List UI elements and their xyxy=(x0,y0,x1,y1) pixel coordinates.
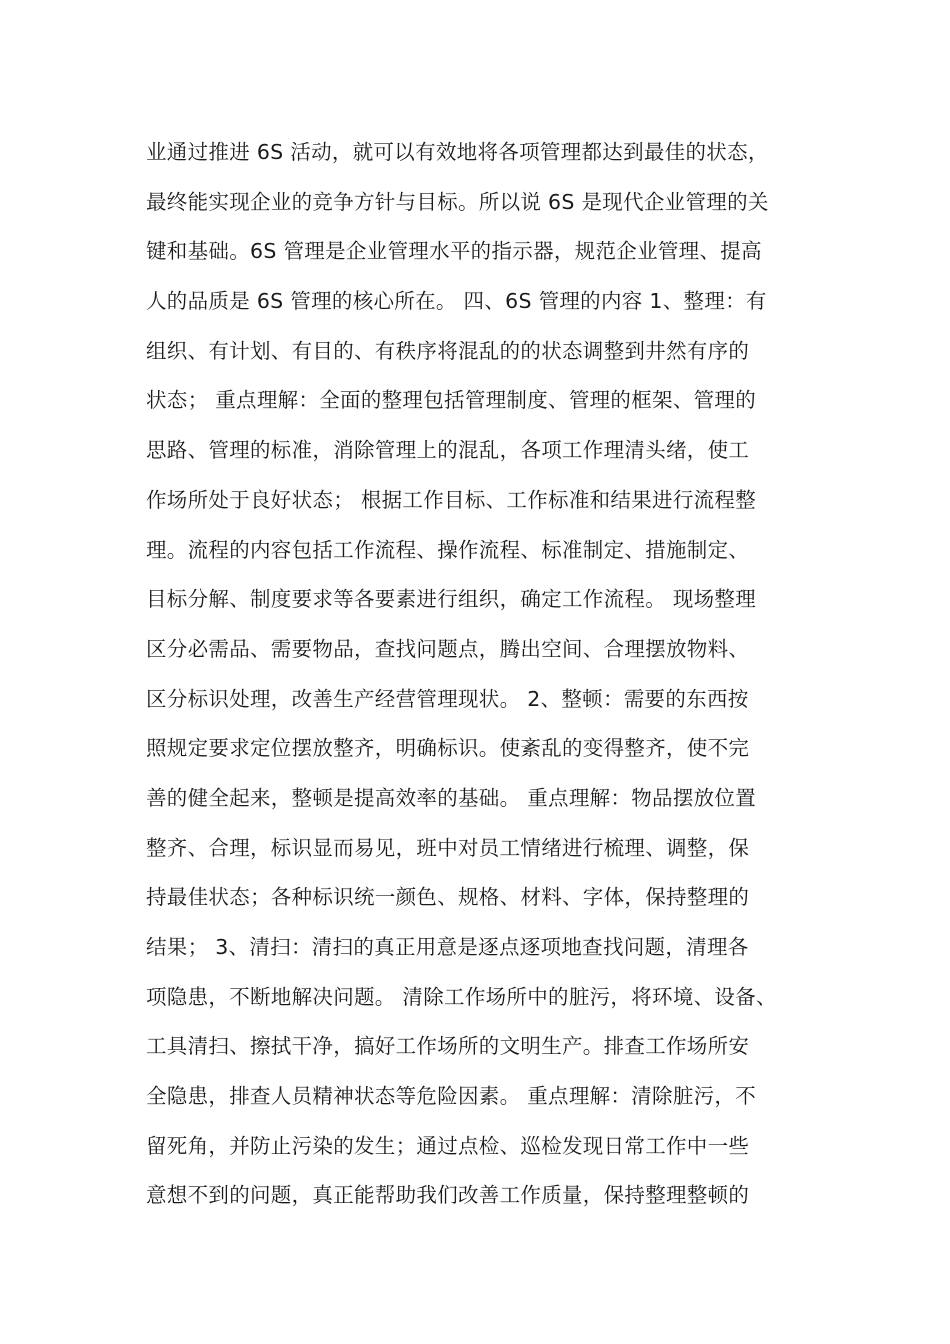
text-line: 善的健全起来，整顿是提高效率的基础。 重点理解：物品摆放位置 xyxy=(146,785,757,810)
text-line: 全隐患，排查人员精神状态等危险因素。 重点理解：清除脏污，不 xyxy=(146,1084,757,1109)
body-text xyxy=(146,128,826,1221)
text-line: 整齐、合理，标识显而易见，班中对员工情绪进行梳理、调整，保 xyxy=(146,835,750,860)
text-line: 理。流程的内容包括工作流程、操作流程、标准制定、措施制定、 xyxy=(146,537,750,562)
text-line: 结果； 3、清扫：清扫的真正用意是逐点逐项地查找问题，清理各 xyxy=(146,935,749,959)
text-line: 留死角，并防止污染的发生；通过点检、巡检发现日常工作中一些 xyxy=(146,1133,750,1158)
text-line: 状态； 重点理解：全面的整理包括管理制度、管理的框架、管理的 xyxy=(146,388,757,413)
text-line: 照规定要求定位摆放整齐，明确标识。使紊乱的变得整齐，使不完 xyxy=(146,736,750,761)
text-line: 最终能实现企业的竞争方针与目标。所以说 6S 是现代企业管理的关 xyxy=(146,189,769,214)
text-line: 键和基础。6S 管理是企业管理水平的指示器，规范企业管理、提高 xyxy=(146,239,762,264)
text-line: 工具清扫、擦拭干净，搞好工作场所的文明生产。排查工作场所安 xyxy=(146,1034,750,1059)
text-line: 区分标识处理，改善生产经营管理现状。 2、整顿：需要的东西按 xyxy=(146,686,749,711)
text-line: 项隐患，不断地解决问题。 清除工作场所中的脏污，将环境、设备、 xyxy=(146,984,777,1009)
text-line: 意想不到的问题，真正能帮助我们改善工作质量，保持整理整顿的 xyxy=(146,1183,750,1208)
text-line: 业通过推进 6S 活动，就可以有效地将各项管理都达到最佳的状态， xyxy=(146,140,769,164)
text-line: 人的品质是 6S 管理的核心所在。 四、6S 管理的内容 1、整理：有 xyxy=(146,289,767,314)
text-line: 区分必需品、需要物品，查找问题点，腾出空间、合理摆放物料、 xyxy=(146,636,750,661)
text-line: 目标分解、制度要求等各要素进行组织，确定工作流程。 现场整理 xyxy=(146,587,757,612)
text-line: 组织、有计划、有目的、有秩序将混乱的的状态调整到井然有序的 xyxy=(146,338,750,363)
text-line: 持最佳状态；各种标识统一颜色、规格、材料、字体，保持整理的 xyxy=(146,885,750,910)
text-line: 思路、管理的标准，消除管理上的混乱，各项工作理清头绪，使工 xyxy=(146,438,750,463)
text-line: 作场所处于良好状态； 根据工作目标、工作标准和结果进行流程整 xyxy=(146,487,757,512)
